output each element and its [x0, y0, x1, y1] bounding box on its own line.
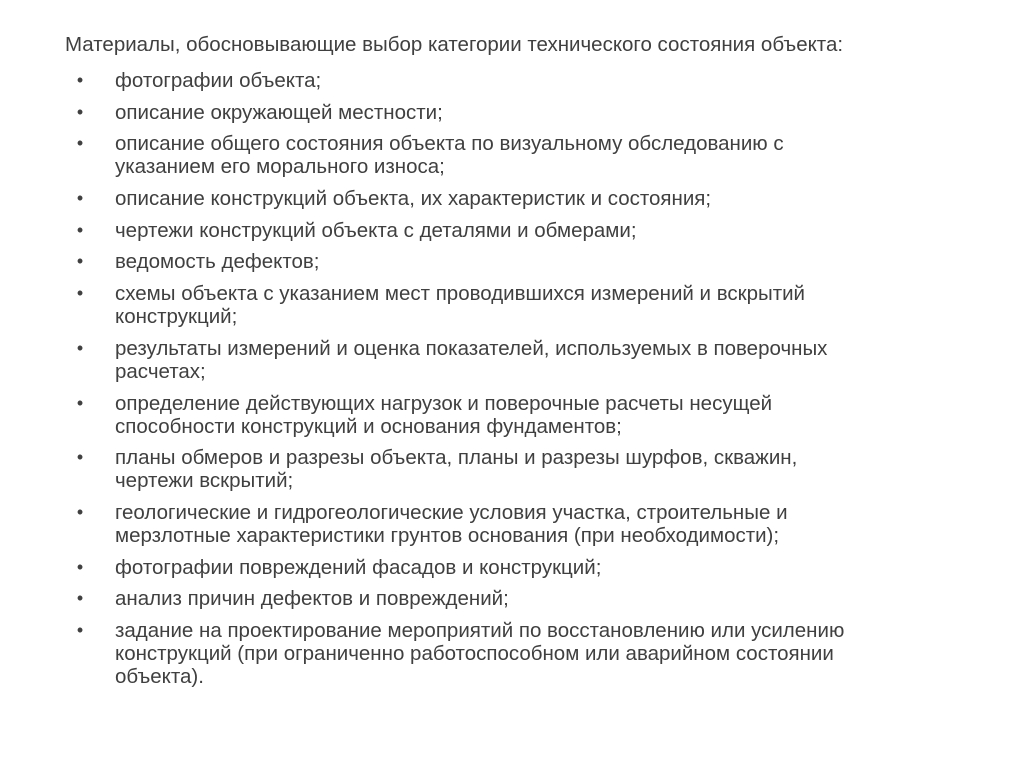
- list-item-line: геологические и гидрогеологические условия участка, строительные и: [115, 500, 788, 524]
- list-item: [70, 619, 970, 688]
- bullet-icon: •: [76, 337, 84, 358]
- list-item-text: [115, 132, 960, 178]
- bullet-icon: •: [76, 70, 84, 90]
- list-item-text: [115, 556, 960, 579]
- list-item-line: чертежи конструкций объекта с деталями и обмерами;: [115, 218, 637, 242]
- list-item: [70, 587, 970, 610]
- list-item-text: [115, 587, 960, 610]
- list-item-text: [115, 219, 960, 242]
- list-item-line: способности конструкций и основания фундаментов;: [115, 414, 622, 438]
- bullet-icon: •: [76, 392, 84, 413]
- bullet-icon: •: [76, 556, 84, 577]
- slide-heading: Материалы, обосновывающие выбор категории технического состояния объекта:: [65, 33, 844, 56]
- list-item-line: ведомость дефектов;: [115, 250, 320, 274]
- list-item-text: [115, 392, 960, 438]
- list-item: [70, 446, 970, 492]
- bullet-list: [70, 69, 970, 697]
- list-item: [70, 501, 970, 547]
- list-item-text: [115, 250, 960, 273]
- list-item-text: [115, 282, 960, 328]
- list-item-text: [115, 69, 960, 92]
- bullet-icon: •: [76, 588, 84, 609]
- list-item: [70, 132, 970, 178]
- bullet-icon: •: [76, 133, 84, 154]
- list-item-line: мерзлотные характеристики грунтов основания (при необходимости);: [115, 523, 780, 547]
- list-item: [70, 250, 970, 273]
- list-item-line: анализ причин дефектов и повреждений;: [115, 587, 509, 611]
- list-item-line: описание конструкций объекта, их характеристик и состояния;: [115, 187, 712, 211]
- bullet-icon: •: [76, 101, 84, 122]
- bullet-icon: •: [76, 501, 84, 522]
- list-item-line: расчетах;: [115, 359, 206, 383]
- list-item: [70, 556, 970, 579]
- list-item-text: [115, 446, 960, 492]
- list-item-line: задание на проектирование мероприятий по восстановлению или усилению: [115, 618, 845, 642]
- list-item-line: объекта).: [115, 664, 204, 688]
- list-item: [70, 69, 970, 92]
- list-item: [70, 337, 970, 383]
- list-item-text: [115, 501, 960, 547]
- list-item-line: указанием его морального износа;: [115, 155, 445, 179]
- list-item-line: чертежи вскрытий;: [115, 469, 294, 493]
- list-item-text: [115, 187, 960, 210]
- bullet-icon: •: [76, 283, 84, 304]
- list-item: [70, 187, 970, 210]
- list-item-line: описание окружающей местности;: [115, 100, 443, 124]
- list-item-line: определение действующих нагрузок и поверочные расчеты несущей: [115, 391, 773, 415]
- list-item-line: конструкций (при ограниченно работоспособном или аварийном состоянии: [115, 641, 834, 665]
- bullet-icon: •: [76, 219, 84, 240]
- bullet-icon: •: [76, 188, 84, 209]
- list-item-line: результаты измерений и оценка показателей, используемых в поверочных: [115, 336, 828, 360]
- list-item-line: фотографии объекта;: [115, 69, 322, 92]
- list-item-line: планы обмеров и разрезы объекта, планы и разрезы шурфов, скважин,: [115, 446, 798, 470]
- list-item-line: фотографии повреждений фасадов и конструкций;: [115, 555, 602, 579]
- list-item: [70, 392, 970, 438]
- list-item-text: [115, 619, 960, 688]
- bullet-icon: •: [76, 251, 84, 272]
- list-item-text: [115, 101, 960, 124]
- bullet-icon: •: [76, 619, 84, 640]
- bullet-icon: •: [76, 447, 84, 468]
- list-item-text: [115, 337, 960, 383]
- list-item: [70, 219, 970, 242]
- list-item-line: конструкций;: [115, 305, 238, 329]
- list-item: [70, 101, 970, 124]
- list-item-line: описание общего состояния объекта по визуальному обследованию с: [115, 132, 784, 156]
- list-item-line: схемы объекта с указанием мест проводившихся измерений и вскрытий: [115, 282, 806, 306]
- list-item: [70, 282, 970, 328]
